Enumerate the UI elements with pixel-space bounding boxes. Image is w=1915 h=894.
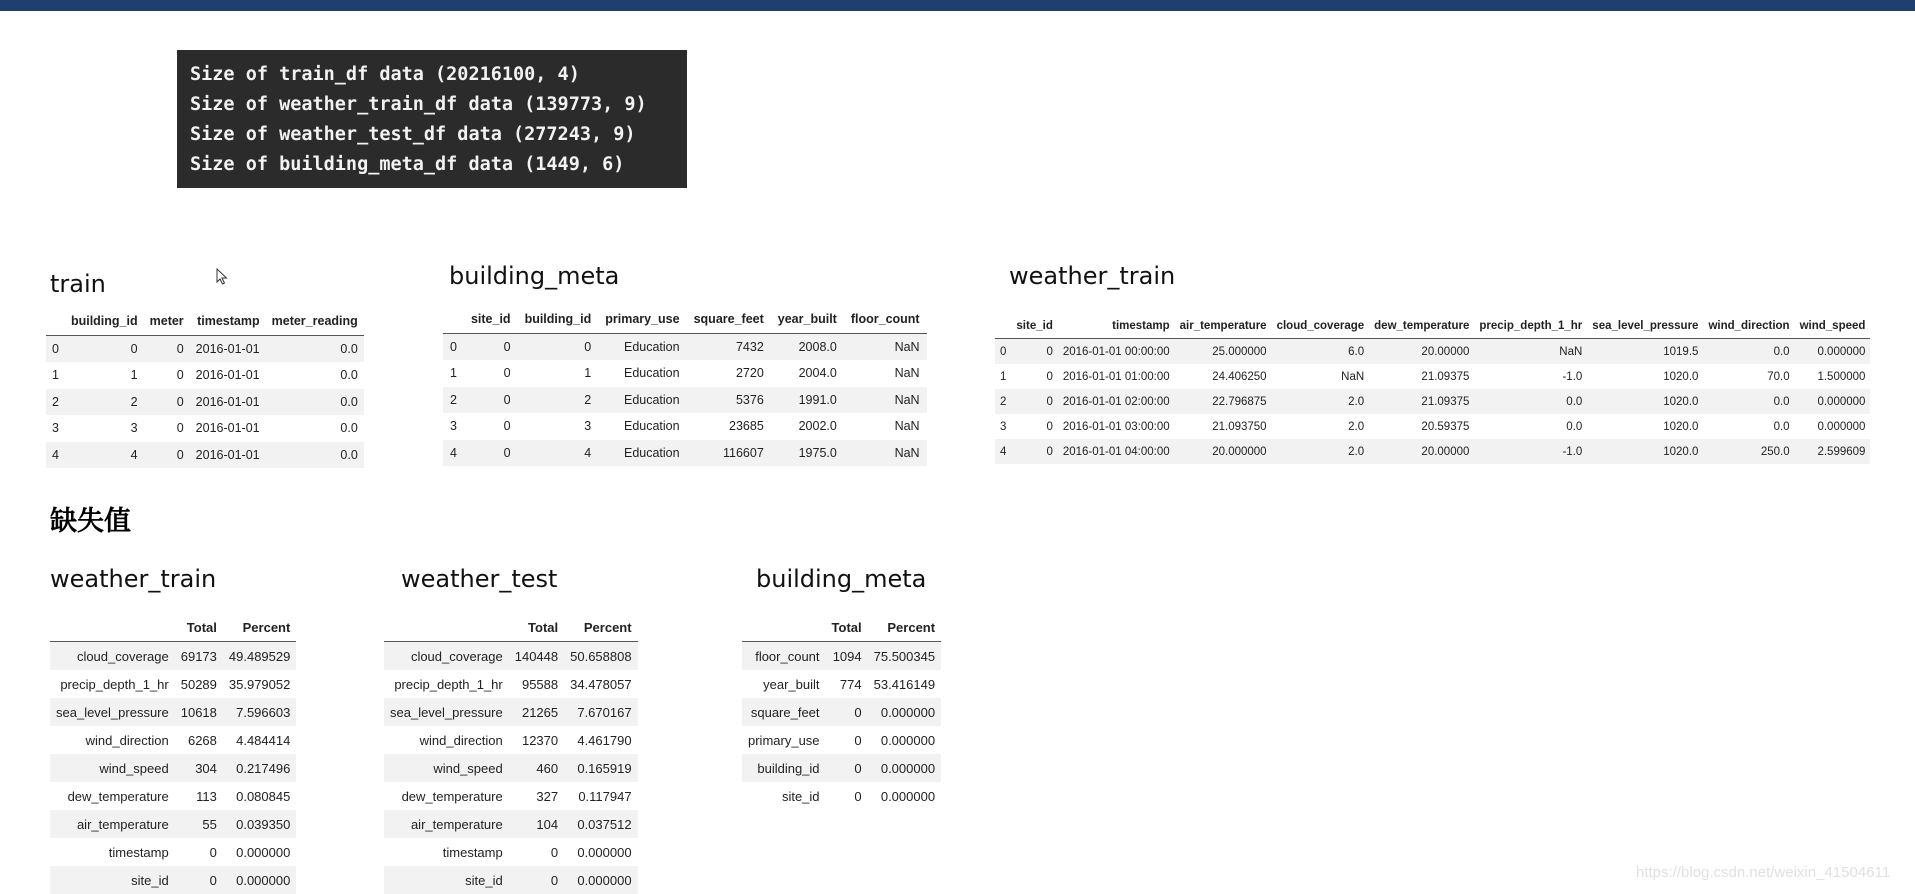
row-index: 3 (450, 419, 457, 434)
row-index: 1 (450, 366, 457, 381)
row-label: sea_level_pressure (56, 704, 169, 720)
table-row (50, 670, 296, 698)
row-label: dew_temperature (67, 788, 169, 804)
table-cell: 0.0 (340, 394, 358, 409)
row-index: 2 (450, 392, 457, 407)
table-cell: Education (623, 419, 680, 434)
table-row (742, 726, 941, 754)
column-header: timestamp (1058, 313, 1175, 339)
table-row (384, 698, 638, 726)
code-line: Size of weather_test_df data (277243, 9) (190, 124, 636, 145)
missing-weather-test-title: weather_test (401, 565, 558, 593)
table-cell: NaN (894, 392, 920, 407)
table-cell: 6268 (187, 732, 217, 748)
column-header: sea_level_pressure (1587, 313, 1703, 339)
missing-values-heading: 缺失值 (50, 506, 131, 537)
table-cell: 0 (176, 447, 184, 462)
table-row (50, 642, 296, 671)
table-row (443, 360, 927, 387)
table-cell: 0 (1046, 370, 1053, 383)
table-cell: 2720 (735, 366, 764, 381)
table-cell: 0.000000 (577, 844, 632, 860)
column-header: dew_temperature (1369, 313, 1474, 339)
table-cell: 2002.0 (798, 419, 837, 434)
column-header: site_id (1011, 313, 1057, 339)
table-cell: 0 (1046, 395, 1053, 408)
table-cell: 2004.0 (798, 366, 837, 381)
watermark: https://blog.csdn.net/weixin_41504611 (1636, 864, 1891, 881)
column-header: wind_direction (1703, 313, 1794, 339)
table-row (443, 333, 927, 360)
table-row (384, 866, 638, 894)
column-header (46, 308, 65, 335)
column-header: site_id (464, 306, 518, 333)
table-row (742, 698, 941, 726)
table-cell: 95588 (521, 676, 559, 692)
table-cell: Education (623, 445, 680, 460)
table-cell: Education (623, 366, 680, 381)
table-cell: 1020.0 (1663, 445, 1699, 458)
table-cell: 327 (536, 788, 559, 804)
table-cell: 116607 (722, 445, 764, 460)
table-cell: 0.0 (1566, 395, 1583, 408)
table-cell: 0.0 (340, 447, 358, 462)
table-cell: 2016-01-01 (195, 341, 260, 356)
table-row (443, 413, 927, 440)
table-cell: 0 (503, 392, 511, 407)
building-meta-title: building_meta (449, 262, 620, 290)
code-line: Size of weather_train_df data (139773, 9) (190, 94, 647, 115)
table-cell: 0.0 (340, 421, 358, 436)
table-cell: Education (623, 392, 680, 407)
code-output (177, 50, 687, 188)
table-cell: 0 (503, 339, 511, 354)
table-cell: 0.000000 (880, 760, 936, 776)
table-cell: 50289 (180, 676, 217, 692)
row-index: 4 (450, 445, 457, 460)
table-cell: 0.000000 (880, 732, 936, 748)
column-header: wind_speed (1795, 313, 1871, 339)
table-cell: 4 (584, 445, 592, 460)
column-header: air_temperature (1175, 313, 1272, 339)
table-cell: 0 (130, 341, 138, 356)
table-cell: NaN (894, 339, 920, 354)
table-cell: 2 (584, 392, 592, 407)
table-cell: 21.09375 (1421, 370, 1470, 383)
table-cell: 0 (209, 844, 217, 860)
missing-weather-test-table (384, 613, 638, 894)
table-cell: 2016-01-01 (195, 447, 260, 462)
column-header: square_feet (687, 306, 771, 333)
row-label: air_temperature (410, 816, 503, 832)
table-row (50, 726, 296, 754)
table-cell: 69173 (180, 648, 217, 664)
table-cell: 1 (130, 368, 138, 383)
column-header: meter_reading (266, 308, 364, 335)
table-cell: 21.093750 (1212, 420, 1267, 433)
table-cell: 0 (854, 732, 862, 748)
table-cell: 23685 (729, 419, 764, 434)
table-cell: 1.500000 (1817, 370, 1866, 383)
table-cell: 0.0 (340, 368, 358, 383)
table-cell: 2.0 (1348, 445, 1365, 458)
column-header: timestamp (190, 308, 266, 335)
table-cell: 113 (196, 788, 217, 804)
table-cell: 0.080845 (236, 788, 291, 804)
table-cell: 55 (202, 816, 217, 832)
row-label: cloud_coverage (410, 648, 503, 664)
column-header: year_built (771, 306, 844, 333)
table-cell: 3 (130, 421, 138, 436)
row-index: 4 (52, 447, 59, 462)
table-cell: 304 (195, 760, 217, 776)
table-cell: 0.0 (340, 341, 358, 356)
row-index: 0 (52, 341, 59, 356)
table-row (50, 698, 296, 726)
column-header: floor_count (844, 306, 927, 333)
table-cell: 0 (209, 872, 217, 888)
column-header (443, 306, 464, 333)
column-header (50, 613, 175, 642)
table-cell: 0 (503, 419, 511, 434)
row-index: 1 (52, 368, 59, 383)
table-cell: 0 (1046, 345, 1053, 358)
column-header: cloud_coverage (1272, 313, 1370, 339)
table-cell: 0.037512 (577, 816, 632, 832)
table-cell: 0.000000 (880, 704, 936, 720)
table-row (384, 810, 638, 838)
table-cell: 0 (550, 872, 559, 888)
row-label: wind_speed (433, 760, 503, 776)
table-cell: 460 (536, 760, 559, 776)
table-cell: 0.000000 (1817, 395, 1866, 408)
table-header-row (742, 613, 941, 642)
row-index: 1 (1000, 370, 1007, 383)
row-index: 0 (1000, 345, 1007, 358)
table-cell: 140448 (514, 648, 559, 664)
column-header: Percent (564, 613, 637, 642)
row-index: 0 (450, 339, 457, 354)
table-cell: 1020.0 (1663, 370, 1699, 383)
table-row (384, 754, 638, 782)
table-cell: 2016-01-01 04:00:00 (1062, 445, 1170, 458)
table-cell: 2.0 (1348, 395, 1365, 408)
table-cell: 0.000000 (236, 844, 291, 860)
row-label: primary_use (748, 732, 820, 748)
row-label: floor_count (755, 648, 820, 664)
table-cell: 25.000000 (1212, 345, 1267, 358)
table-cell: 0.0 (1773, 345, 1790, 358)
table-cell: 0 (854, 760, 862, 776)
table-cell: 22.796875 (1212, 395, 1267, 408)
table-row (443, 387, 927, 414)
table-cell: 0 (854, 704, 862, 720)
row-label: dew_temperature (401, 788, 503, 804)
train-title: train (50, 270, 106, 298)
row-label: wind_direction (419, 732, 503, 748)
table-cell: 0 (584, 339, 592, 354)
table-cell: 1 (584, 366, 592, 381)
table-cell: 0.000000 (577, 872, 632, 888)
table-cell: 0 (1046, 445, 1053, 458)
table-cell: 7.670167 (577, 704, 632, 720)
column-header: Total (175, 613, 223, 642)
column-header: building_id (518, 306, 599, 333)
table-cell: 50.658808 (570, 648, 632, 664)
row-label: building_id (757, 760, 820, 776)
table-cell: 53.416149 (873, 676, 936, 692)
table-cell: 0.0 (1773, 420, 1790, 433)
column-header: Percent (223, 613, 296, 642)
table-row (995, 414, 1870, 439)
table-row (995, 339, 1870, 365)
table-row (50, 810, 296, 838)
table-cell: 6.0 (1348, 345, 1365, 358)
table-cell: 12370 (521, 732, 559, 748)
table-cell: NaN (894, 366, 920, 381)
table-cell: 0.000000 (880, 788, 936, 804)
table-cell: 0.000000 (1817, 345, 1866, 358)
missing-building-meta-table (742, 613, 941, 810)
column-header: Total (826, 613, 868, 642)
table-header-row (995, 313, 1870, 339)
table-row (384, 838, 638, 866)
table-header-row (46, 308, 364, 335)
table-cell: -1.0 (1562, 370, 1583, 383)
row-index: 4 (1000, 445, 1007, 458)
column-header: precip_depth_1_hr (1474, 313, 1587, 339)
table-cell: 3 (584, 419, 592, 434)
table-cell: 2016-01-01 00:00:00 (1062, 345, 1170, 358)
table-row (742, 670, 941, 698)
table-cell: 34.478057 (570, 676, 632, 692)
row-index: 3 (52, 421, 59, 436)
column-header: Percent (868, 613, 941, 642)
missing-weather-train-table (50, 613, 296, 894)
table-cell: 7.596603 (236, 704, 291, 720)
mouse-pointer-icon (216, 268, 228, 285)
table-header-row (50, 613, 296, 642)
table-cell: NaN (1559, 345, 1583, 358)
table-row (995, 439, 1870, 464)
row-label: precip_depth_1_hr (60, 676, 169, 692)
table-cell: 1019.5 (1663, 345, 1699, 358)
table-cell: 1020.0 (1663, 420, 1699, 433)
table-cell: 4 (130, 447, 138, 462)
row-label: timestamp (108, 844, 169, 860)
row-label: air_temperature (76, 816, 169, 832)
column-header (742, 613, 826, 642)
table-cell: 70.0 (1767, 370, 1790, 383)
row-label: wind_direction (85, 732, 169, 748)
building-meta-table (443, 306, 927, 466)
table-row (742, 642, 941, 671)
table-cell: 0 (176, 368, 184, 383)
table-row (384, 670, 638, 698)
table-cell: 7432 (735, 339, 764, 354)
table-cell: 0 (1046, 420, 1053, 433)
table-row (46, 415, 364, 442)
row-label: timestamp (442, 844, 503, 860)
column-header (995, 313, 1011, 339)
table-row (46, 335, 364, 362)
table-cell: Education (623, 339, 680, 354)
table-cell: NaN (894, 419, 920, 434)
table-cell: 0 (854, 788, 862, 804)
table-cell: 10618 (180, 704, 217, 720)
table-cell: 0 (176, 394, 184, 409)
row-label: square_feet (750, 704, 820, 720)
table-cell: 250.0 (1760, 445, 1790, 458)
table-cell: 1020.0 (1663, 395, 1699, 408)
table-cell: 774 (839, 676, 862, 692)
table-row (995, 389, 1870, 414)
table-row (384, 642, 638, 671)
table-cell: 0 (503, 366, 511, 381)
row-index: 2 (1000, 395, 1007, 408)
table-cell: 4.484414 (236, 732, 291, 748)
row-label: cloud_coverage (76, 648, 169, 664)
table-cell: 75.500345 (873, 648, 936, 664)
table-cell: -1.0 (1562, 445, 1583, 458)
table-cell: 35.979052 (228, 676, 291, 692)
row-label: site_id (781, 788, 820, 804)
table-cell: 2016-01-01 (195, 368, 260, 383)
table-cell: 104 (536, 816, 559, 832)
table-row (742, 782, 941, 810)
table-cell: 24.406250 (1212, 370, 1267, 383)
table-row (384, 782, 638, 810)
table-cell: 2016-01-01 02:00:00 (1062, 395, 1170, 408)
table-cell: 20.000000 (1212, 445, 1267, 458)
table-cell: 1991.0 (798, 392, 837, 407)
table-row (742, 754, 941, 782)
table-cell: 21.09375 (1421, 395, 1470, 408)
table-row (443, 440, 927, 467)
top-bar (0, 0, 1915, 11)
weather-train-table (995, 313, 1870, 464)
table-cell: 0.217496 (236, 760, 291, 776)
table-cell: 49.489529 (228, 648, 291, 664)
table-cell: 0.0 (1566, 420, 1583, 433)
row-label: precip_depth_1_hr (394, 676, 503, 692)
row-index: 3 (1000, 420, 1007, 433)
table-cell: NaN (894, 445, 920, 460)
table-cell: 0 (176, 421, 184, 436)
table-row (46, 389, 364, 416)
code-line: Size of train_df data (20216100, 4) (190, 64, 580, 85)
table-row (50, 838, 296, 866)
table-row (46, 362, 364, 389)
table-row (50, 754, 296, 782)
row-index: 2 (52, 394, 59, 409)
table-cell: NaN (1341, 370, 1365, 383)
table-row (46, 442, 364, 469)
weather-train-title: weather_train (1009, 262, 1176, 290)
table-cell: 5376 (735, 392, 764, 407)
table-cell: 2016-01-01 01:00:00 (1062, 370, 1170, 383)
table-cell: 0 (503, 445, 511, 460)
column-header: building_id (65, 308, 144, 335)
table-cell: 0 (550, 844, 559, 860)
table-cell: 0.117947 (578, 788, 632, 804)
table-cell: 21265 (521, 704, 559, 720)
table-header-row (443, 306, 927, 333)
table-cell: 20.00000 (1421, 445, 1470, 458)
table-cell: 2.599609 (1817, 445, 1866, 458)
table-row (384, 726, 638, 754)
table-cell: 0.165919 (577, 760, 632, 776)
table-cell: 2.0 (1348, 420, 1365, 433)
table-cell: 0.039350 (236, 816, 291, 832)
row-label: wind_speed (99, 760, 169, 776)
row-label: site_id (465, 872, 503, 888)
table-row (995, 364, 1870, 389)
table-cell: 2016-01-01 03:00:00 (1062, 420, 1170, 433)
train-table (46, 308, 364, 468)
column-header: primary_use (598, 306, 686, 333)
table-header-row (384, 613, 638, 642)
column-header (384, 613, 509, 642)
table-cell: 0.000000 (1817, 420, 1866, 433)
table-cell: 1094 (832, 648, 862, 664)
code-line: Size of building_meta_df data (1449, 6) (190, 154, 625, 175)
table-cell: 4.461790 (577, 732, 632, 748)
table-cell: 20.00000 (1421, 345, 1470, 358)
table-cell: 2016-01-01 (195, 394, 260, 409)
table-cell: 2008.0 (798, 339, 837, 354)
missing-building-meta-title: building_meta (756, 565, 927, 593)
row-label: year_built (763, 676, 820, 692)
table-cell: 2 (130, 394, 138, 409)
table-cell: 0 (176, 341, 184, 356)
table-row (50, 866, 296, 894)
table-row (50, 782, 296, 810)
column-header: meter (144, 308, 190, 335)
column-header: Total (509, 613, 564, 642)
table-cell: 0.000000 (236, 872, 291, 888)
table-cell: 0.0 (1773, 395, 1790, 408)
table-cell: 1975.0 (798, 445, 837, 460)
row-label: site_id (131, 872, 169, 888)
row-label: sea_level_pressure (390, 704, 503, 720)
missing-weather-train-title: weather_train (50, 565, 217, 593)
table-cell: 2016-01-01 (195, 421, 260, 436)
table-cell: 20.59375 (1421, 420, 1470, 433)
